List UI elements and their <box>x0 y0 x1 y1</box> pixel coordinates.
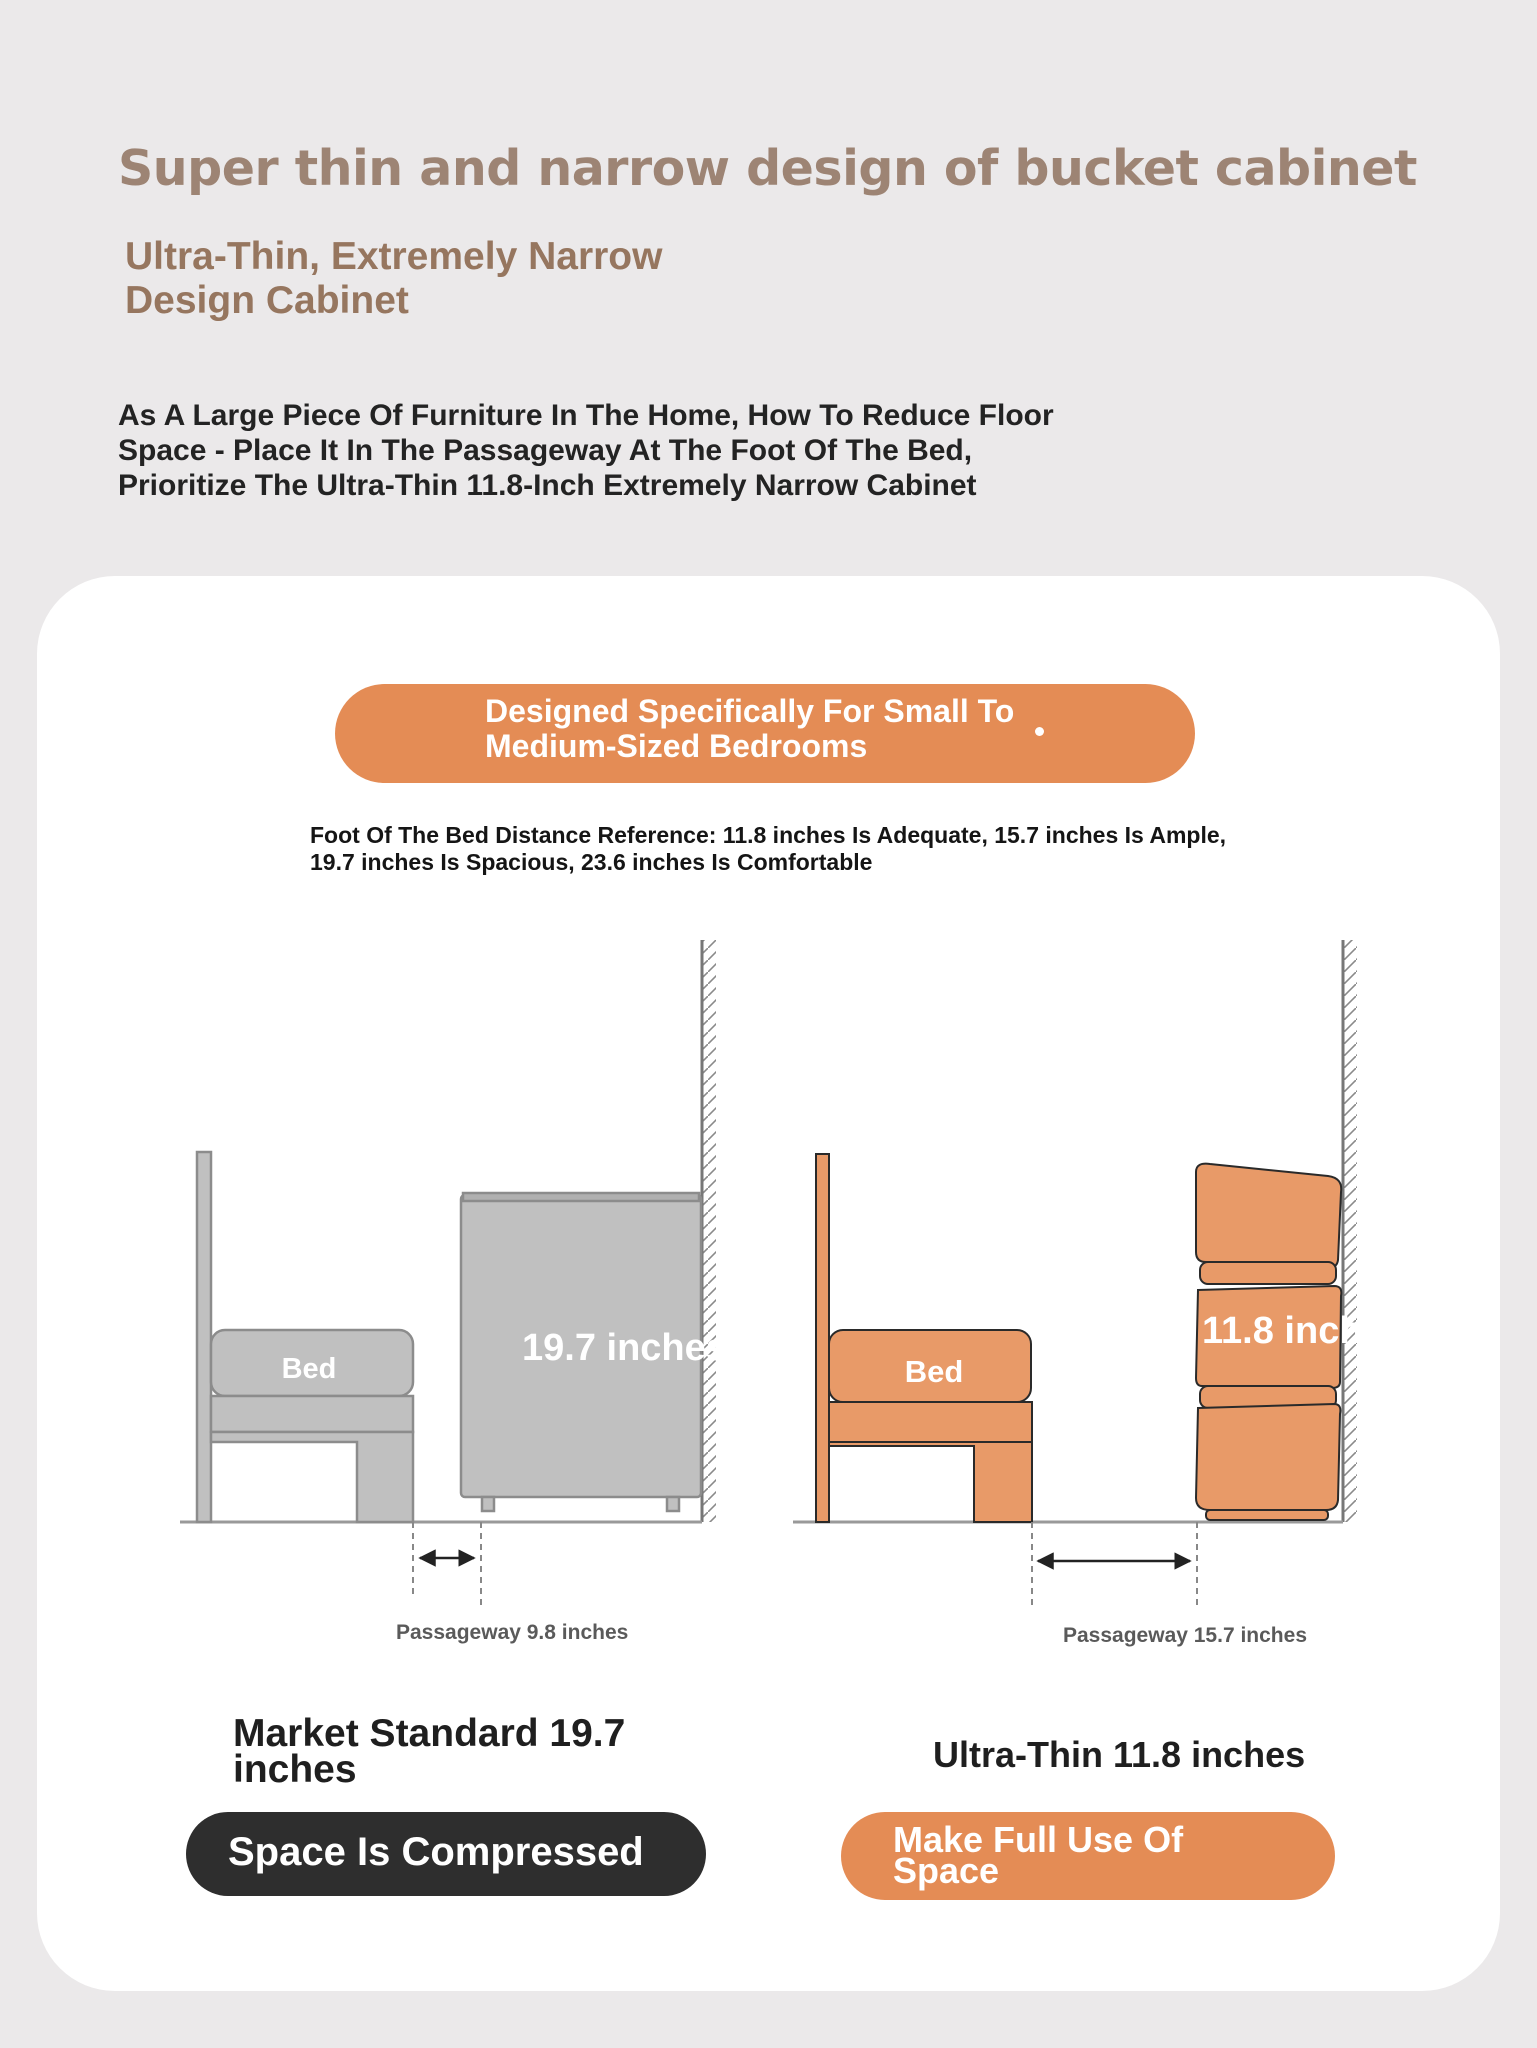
standard-title: Market Standard 19.7 inches <box>233 1712 626 1791</box>
standard-scene <box>180 940 727 1605</box>
standard-bed-label: Bed <box>281 1353 337 1385</box>
standard-passage-label: Passageway 9.8 inches <box>396 1621 629 1644</box>
ultra-thin-bed-label: Bed <box>904 1354 964 1389</box>
ultra-thin-title: Ultra-Thin 11.8 inches <box>933 1734 1306 1775</box>
full-use-tag-text: Make Full Use Of Space <box>893 1819 1184 1891</box>
small-bedroom-badge-text: Designed Specifically For Small To Medium-Sized Bedrooms <box>485 693 1015 764</box>
standard-cabinet-label: 19.7 inches <box>522 1327 727 1369</box>
ultra-thin-scene <box>793 940 1405 1610</box>
ultra-thin-cabinet-label: 11.8 inches <box>1202 1310 1405 1352</box>
ultra-thin-bed <box>816 1154 1032 1522</box>
standard-bed <box>197 1152 413 1522</box>
page-headline: Super thin and narrow design of bucket cabinet <box>118 140 1417 197</box>
page-subhead: Ultra-Thin, Extremely Narrow Design Cabinet <box>125 235 663 322</box>
ultra-thin-passage-label: Passageway 15.7 inches <box>1063 1624 1307 1647</box>
right-wall-hatch <box>1343 940 1357 1522</box>
space-compressed-tag: Space Is Compressed <box>186 1812 706 1896</box>
full-use-tag <box>841 1812 1335 1900</box>
distance-reference-text: Foot Of The Bed Distance Reference: 11.8 inches Is Adequate, 15.7 inches Is Ample, 19.7 inches Is Spacious, 23.6 inches Is Comfortable <box>310 822 1227 875</box>
left-wall-hatch <box>702 940 716 1522</box>
intro-text: As A Large Piece Of Furniture In The Home, How To Reduce Floor Space - Place It In The Passageway At The Foot Of The Bed, Prioritize The Ultra-Thin 11.8-Inch Extremely Narrow Cabinet <box>118 399 1054 502</box>
